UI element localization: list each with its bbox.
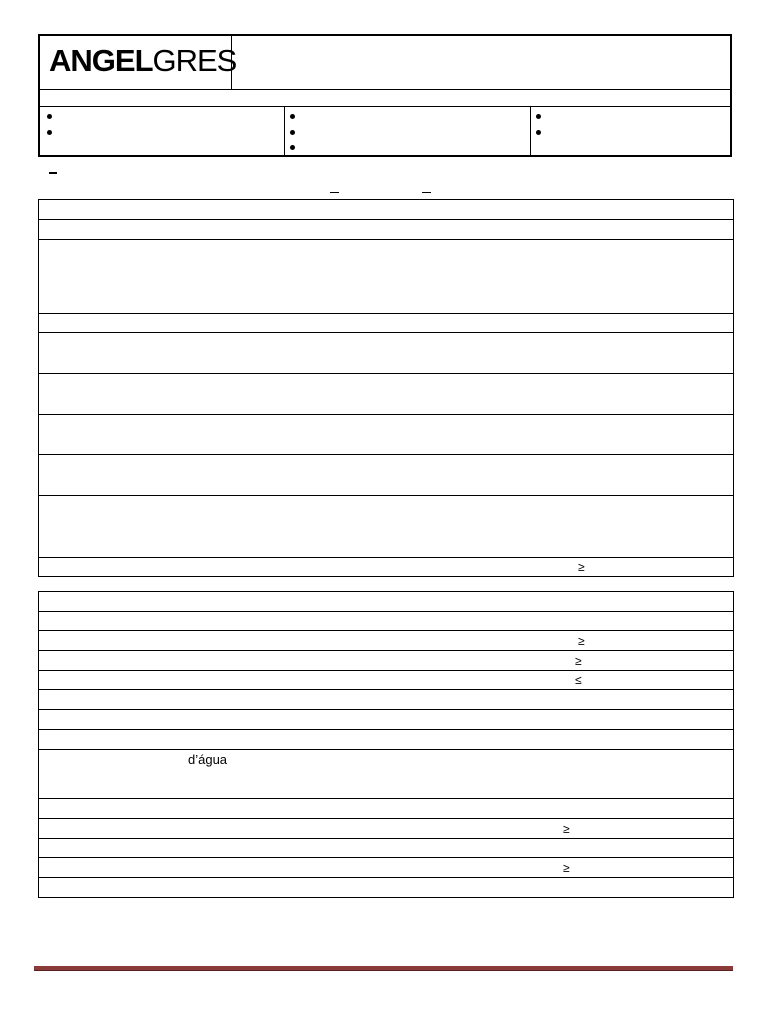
dash-mark bbox=[49, 172, 57, 174]
row-divider bbox=[39, 838, 733, 839]
bullet-icon bbox=[290, 145, 295, 150]
row-divider bbox=[39, 373, 733, 374]
row-divider bbox=[39, 313, 733, 314]
bullet-icon bbox=[47, 114, 52, 119]
row-divider bbox=[39, 414, 733, 415]
row-divider bbox=[39, 650, 733, 651]
underline-mark bbox=[330, 192, 339, 193]
spec-table-1 bbox=[38, 199, 734, 577]
logo-bold-part: ANGEL bbox=[49, 43, 153, 78]
row-divider bbox=[39, 670, 733, 671]
angelgres-logo bbox=[49, 43, 236, 79]
row-divider bbox=[39, 557, 733, 558]
row-divider bbox=[39, 798, 733, 799]
row-divider bbox=[39, 857, 733, 858]
header-column-divider-2 bbox=[530, 106, 531, 157]
bullet-icon bbox=[536, 130, 541, 135]
footer-line bbox=[34, 966, 733, 971]
row-divider bbox=[39, 877, 733, 878]
gte-symbol: ≥ bbox=[575, 654, 582, 668]
gte-symbol: ≥ bbox=[578, 634, 585, 648]
row-divider bbox=[39, 219, 733, 220]
row-divider bbox=[39, 239, 733, 240]
row-divider bbox=[39, 749, 733, 750]
header-divider-2 bbox=[40, 106, 730, 107]
row-divider bbox=[39, 709, 733, 710]
bullet-icon bbox=[536, 114, 541, 119]
header-column-divider-1 bbox=[284, 106, 285, 157]
row-divider bbox=[39, 630, 733, 631]
gte-symbol: ≥ bbox=[563, 861, 570, 875]
underline-mark bbox=[422, 192, 431, 193]
lte-symbol: ≤ bbox=[575, 673, 582, 687]
row-divider bbox=[39, 611, 733, 612]
row-divider bbox=[39, 729, 733, 730]
gte-symbol: ≥ bbox=[578, 560, 585, 574]
row-divider bbox=[39, 454, 733, 455]
bullet-icon bbox=[290, 130, 295, 135]
bullet-icon bbox=[47, 130, 52, 135]
row-divider bbox=[39, 818, 733, 819]
logo-light-part: GRES bbox=[152, 43, 237, 78]
agua-label: d’água bbox=[188, 752, 228, 767]
spec-table-2 bbox=[38, 591, 734, 898]
header-box bbox=[38, 34, 732, 157]
row-divider bbox=[39, 689, 733, 690]
logo-cell bbox=[40, 36, 237, 89]
bullet-icon bbox=[290, 114, 295, 119]
row-divider bbox=[39, 332, 733, 333]
header-divider-1 bbox=[40, 89, 730, 90]
row-divider bbox=[39, 495, 733, 496]
gte-symbol: ≥ bbox=[563, 822, 570, 836]
